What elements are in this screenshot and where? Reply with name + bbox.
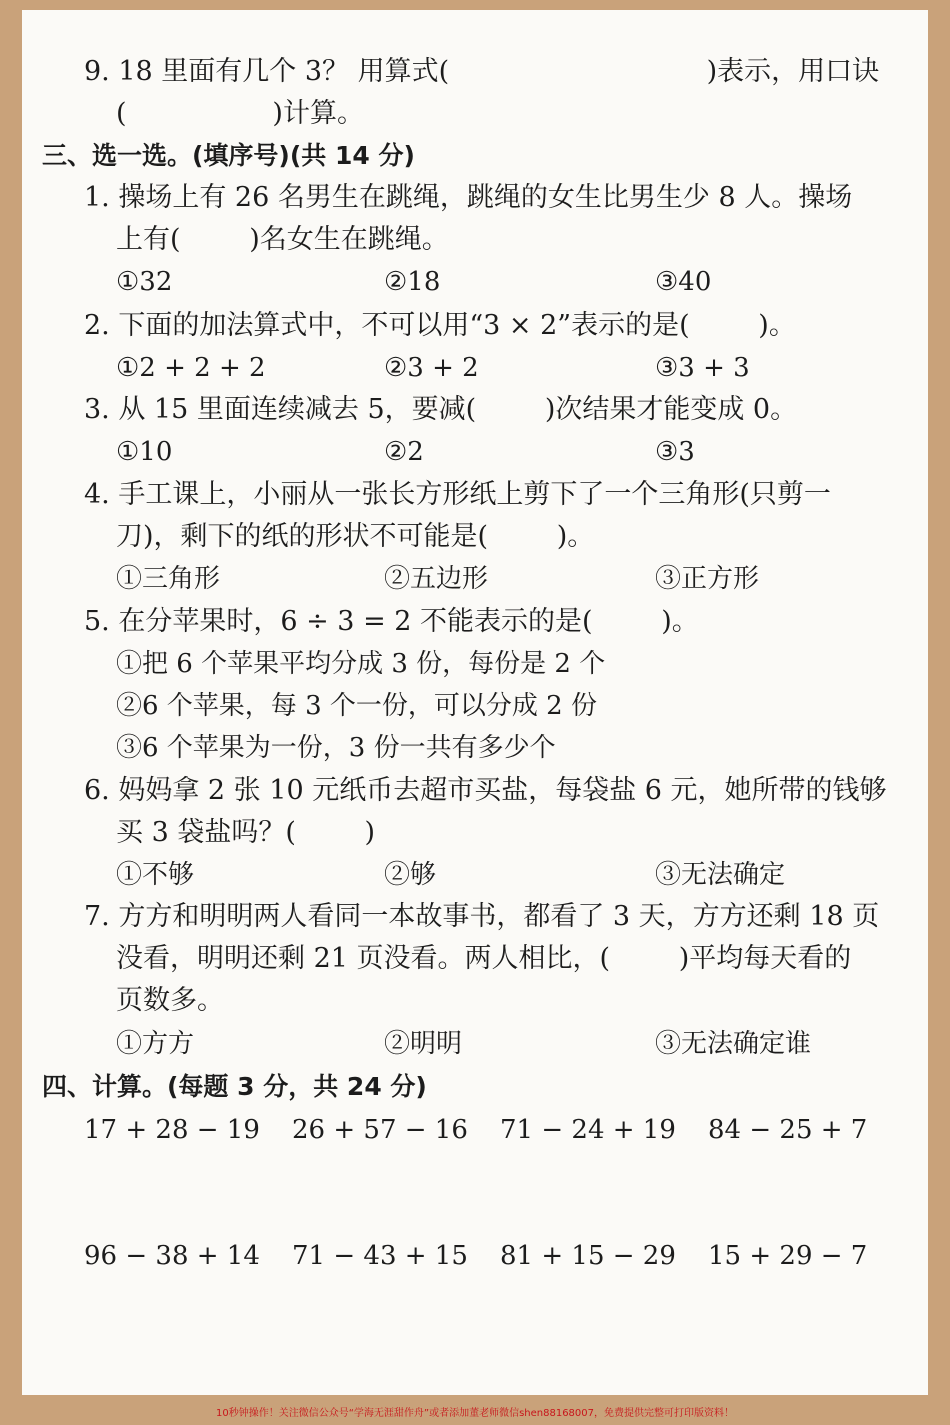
s3-q7-option-3: ③无法确定谁 <box>655 1029 812 1059</box>
s3-q7-option-1: ①方方 <box>116 1029 195 1059</box>
s3-q3-option-3: ③3 <box>655 437 695 467</box>
s3-q2-option-2: ②3 + 2 <box>384 353 479 383</box>
s3-q4-option-2: ②五边形 <box>384 564 489 594</box>
s3-q4-option-3: ③正方形 <box>655 564 760 594</box>
s3-q2-option-3: ③3 + 3 <box>655 353 750 383</box>
q9-line-1: 9. 18 里面有几个 3？ 用算式( )表示，用口诀 <box>84 56 880 87</box>
s3-q7-line-2: 没看，明明还剩 21 页没看。两人相比，( )平均每天看的 <box>116 943 852 974</box>
s3-q1-option-2: ②18 <box>384 267 441 297</box>
s3-q6-line-1: 6. 妈妈拿 2 张 10 元纸币去超市买盐，每袋盐 6 元，她所带的钱够 <box>84 775 887 806</box>
s3-q2-option-1: ①2 + 2 + 2 <box>116 353 266 383</box>
s3-q7-option-2: ②明明 <box>384 1029 463 1059</box>
section-3-title: 三、选一选。(填序号)(共 14 分) <box>42 141 415 170</box>
calc-2: 26 + 57 − 16 <box>292 1115 468 1145</box>
s3-q1-option-1: ①32 <box>116 267 173 297</box>
section-4-title: 四、计算。(每题 3 分，共 24 分) <box>42 1072 427 1101</box>
calc-7: 81 + 15 − 29 <box>500 1241 676 1271</box>
footer-watermark-text: 10秒钟操作！关注微信公众号“学海无涯甜作舟”或者添加董老师微信shen88168007，免费提供完整可打印版资料！ <box>215 1408 735 1419</box>
s3-q2-line-1: 2. 下面的加法算式中，不可以用“3 × 2”表示的是( )。 <box>84 310 796 341</box>
s3-q4-line-1: 4. 手工课上，小丽从一张长方形纸上剪下了一个三角形(只剪一 <box>84 479 831 510</box>
s3-q6-option-3: ③无法确定 <box>655 860 786 890</box>
s3-q3-option-2: ②2 <box>384 437 424 467</box>
s3-q7-line-1: 7. 方方和明明两人看同一本故事书，都看了 3 天，方方还剩 18 页 <box>84 901 880 932</box>
s3-q1-line-2: 上有( )名女生在跳绳。 <box>116 224 449 255</box>
s3-q5-option-2: ②6 个苹果，每 3 个一份，可以分成 2 份 <box>116 691 597 721</box>
q9-line-2: ( )计算。 <box>116 98 364 129</box>
s3-q5-option-3: ③6 个苹果为一份，3 份一共有多少个 <box>116 733 556 763</box>
calc-6: 71 − 43 + 15 <box>292 1241 468 1271</box>
s3-q4-option-1: ①三角形 <box>116 564 221 594</box>
calc-1: 17 + 28 − 19 <box>84 1115 260 1145</box>
calc-4: 84 − 25 + 7 <box>708 1115 868 1145</box>
s3-q3-option-1: ①10 <box>116 437 173 467</box>
s3-q6-option-1: ①不够 <box>116 860 195 890</box>
s3-q5-line-1: 5. 在分苹果时，6 ÷ 3 = 2 不能表示的是( )。 <box>84 606 699 637</box>
s3-q5-option-1: ①把 6 个苹果平均分成 3 份，每份是 2 个 <box>116 649 606 679</box>
calc-8: 15 + 29 − 7 <box>708 1241 868 1271</box>
s3-q1-option-3: ③40 <box>655 267 712 297</box>
calc-5: 96 − 38 + 14 <box>84 1241 260 1271</box>
s3-q3-line-1: 3. 从 15 里面连续减去 5，要减( )次结果才能变成 0。 <box>84 394 798 425</box>
calc-3: 71 − 24 + 19 <box>500 1115 676 1145</box>
s3-q4-line-2: 刀)，剩下的纸的形状不可能是( )。 <box>116 521 595 552</box>
s3-q1-line-1: 1. 操场上有 26 名男生在跳绳，跳绳的女生比男生少 8 人。操场 <box>84 182 853 213</box>
s3-q7-line-3: 页数多。 <box>116 985 224 1016</box>
s3-q6-line-2: 买 3 袋盐吗？( ) <box>116 817 376 848</box>
s3-q6-option-2: ②够 <box>384 860 437 890</box>
